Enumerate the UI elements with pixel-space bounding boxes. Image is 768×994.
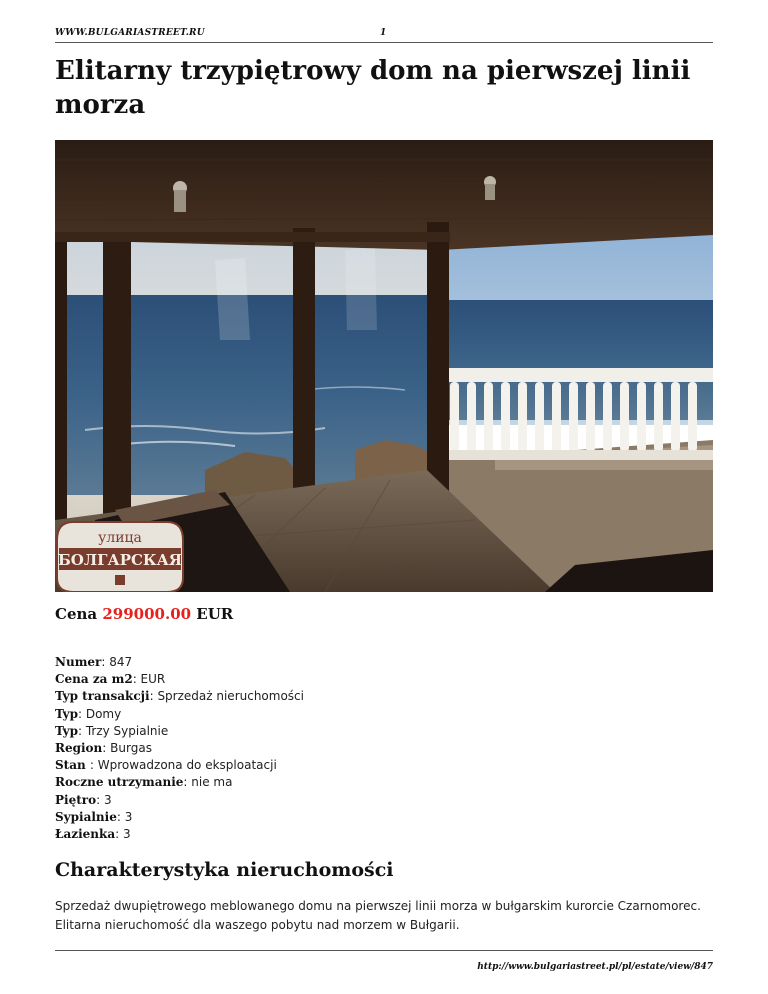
- page-title: Elitarny trzypiętrowy dom na pierwszej linii morza: [55, 56, 691, 120]
- price-label: Cena: [55, 605, 98, 623]
- property-photo: [55, 140, 713, 592]
- detail-key: Typ: [55, 723, 78, 738]
- detail-sep: :: [101, 655, 110, 669]
- property-detail: [55, 723, 304, 740]
- detail-sep: :: [132, 672, 141, 687]
- property-detail: [55, 654, 304, 671]
- property-detail: [55, 792, 304, 809]
- detail-key: Numer: [55, 655, 102, 669]
- price-currency: EUR: [196, 605, 234, 623]
- header-site-name: WWW.BULGARIASTREET.RU: [55, 28, 205, 38]
- detail-sep: :: [149, 689, 158, 704]
- watermark-logo: [57, 522, 183, 592]
- detail-key: Region: [55, 741, 103, 756]
- property-detail: [55, 740, 304, 757]
- page-footer: [55, 950, 713, 973]
- property-details-list: [55, 654, 304, 843]
- detail-value: 847: [109, 655, 133, 669]
- detail-key: Łazienka: [55, 827, 116, 842]
- price-line: [55, 605, 233, 623]
- property-detail: [55, 757, 304, 774]
- detail-sep: :: [77, 723, 86, 738]
- property-detail: [55, 706, 304, 723]
- detail-key: Typ: [55, 706, 78, 721]
- detail-sep: :: [116, 809, 125, 824]
- detail-value: nie ma: [191, 775, 233, 790]
- detail-sep: :: [89, 758, 98, 773]
- detail-sep: :: [102, 741, 111, 756]
- property-detail: [55, 826, 304, 843]
- detail-key: Stan: [55, 758, 90, 773]
- detail-value: 3: [103, 792, 112, 807]
- detail-key: Piętro: [55, 792, 97, 807]
- page-header: [55, 28, 713, 43]
- detail-key: Roczne utrzymanie: [55, 775, 184, 790]
- detail-value: 3: [122, 827, 131, 842]
- detail-value: EUR: [140, 672, 166, 687]
- detail-value: Trzy Sypialnie: [85, 723, 169, 738]
- logo-line-2: БОЛГАРСКАЯ: [57, 551, 183, 569]
- detail-sep: :: [96, 792, 104, 807]
- detail-sep: :: [115, 827, 123, 842]
- property-detail: [55, 671, 304, 688]
- price-value: 299000.00: [102, 605, 192, 623]
- property-detail: [55, 688, 304, 705]
- detail-value: 3: [124, 809, 133, 824]
- detail-sep: :: [77, 706, 86, 721]
- section-title: Charakterystyka nieruchomości: [55, 859, 394, 881]
- detail-key: Typ transakcji: [55, 689, 150, 704]
- detail-value: Burgas: [110, 741, 152, 756]
- header-page-number: 1: [380, 28, 387, 38]
- detail-sep: :: [183, 775, 192, 790]
- logo-line-1: улица: [98, 530, 142, 546]
- property-detail: [55, 809, 304, 826]
- detail-value: Domy: [85, 706, 122, 721]
- detail-key: Sypialnie: [55, 809, 117, 824]
- detail-value: Sprzedaż nieruchomości: [157, 689, 304, 704]
- property-description: Sprzedaż dwupiętrowego meblowanego domu na pierwszej linii morza w bułgarskim kurorcie Czarnomorec. Elitarna nieruchomość dla waszego pobytu nad morzem w Bułgarii.: [55, 899, 701, 932]
- detail-value: Wprowadzona do eksploatacji: [97, 758, 277, 773]
- detail-key: Cena za m2: [55, 672, 133, 687]
- property-detail: [55, 774, 304, 791]
- footer-url: http://www.bulgariastreet.pl/pl/estate/view/847: [477, 962, 713, 972]
